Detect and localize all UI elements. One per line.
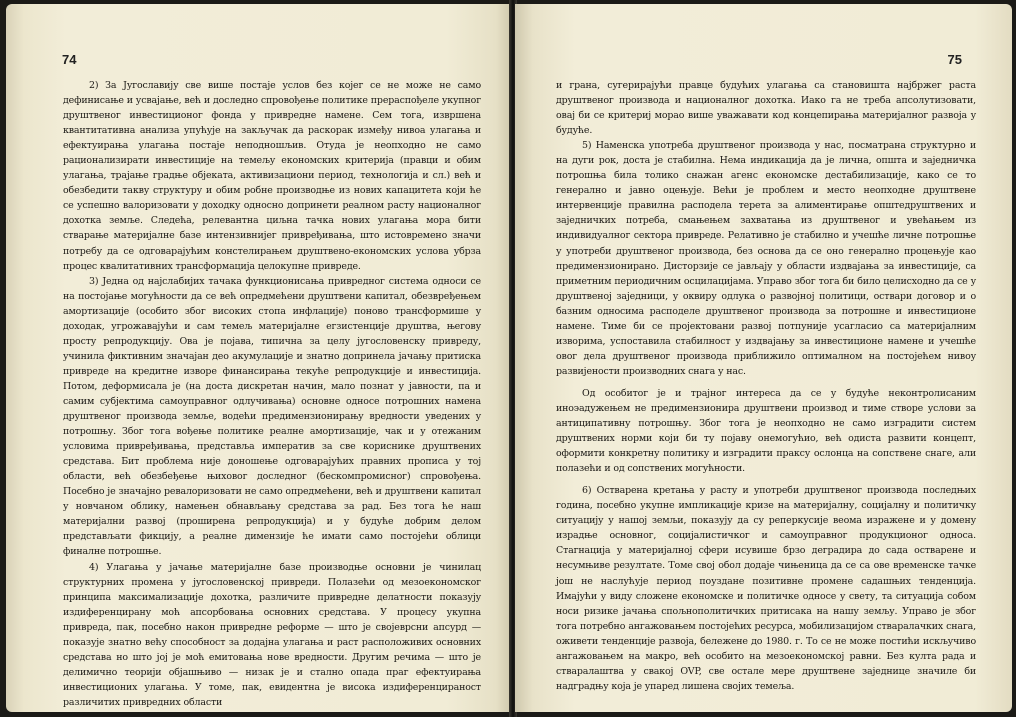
right-page <box>515 4 1012 712</box>
left-page-number: 74 <box>62 52 77 67</box>
left-page <box>6 4 511 712</box>
paragraph: 3) Једна од најслабијих тачака функционисања привредног система односи се на постојање могућности да се већ опредмећени друштвени капитал, обезвређењем амортизације (особито због високих стопа инфлације) поново трансформише у доходак, угрожавајући и сам темељ материјалне егзистенције друштва, његову просту репродукцију. Ова је појава, типична за целу југословенску привреду, учинила фиктивним значајан део акумулације и знатно допринела јачању притиска привреде на кредитне изворе финансирања текуће репродукције и инвестиција. Потом, деформисала је (на доста дискретан начин, мало познат у јавности, па и самим субјектима самоуправног одлучивања) основне односе потрошних намена друштвеног производа земље, водећи предимензионирању вредности уведених у потрошњу. Због тога вођење политике реалне амортизације, чак и у отежаним условима привређивања, представља императив за све кориснике друштвених средстава. Бит проблема није доношење одговарајућих правних прописа у тој области, већ обезбеђење њиховог доследног (бескомпромисног) спровођења. Посебно је значајно ревалоризовати не само опредмећени, већ и друштвени капитал у новчаном облику, намењен обнављању средстава за рад. Без тога ће наш материјални развој (проширена репродукција) и у будуће добрим делом представљати фикцију, а реалне димензије ће имати само постојећи облици финалне потрошње. <box>63 275 481 558</box>
left-page-text <box>63 78 481 710</box>
right-page-text <box>556 78 976 694</box>
paragraph: Од особитог је и трајног интереса да се у будуће неконтролисаним иноэадужењем не предимензионира друштвени производ и тиме створе услови за антиципативну потрошњу. Због тога је неопходно не само изградити систем друштвених норми који би ту појаву онемогућио, већ одиста развити концепт, оформити конкретну политику и изградити праксу ослонца на сопствене снаге, али полазећи и од сопствених могућности. <box>556 387 976 475</box>
paragraph: 5) Наменска употреба друштвеног производа у нас, посматрана структурно и на дуги рок, доста је стабилна. Нема индикација да је лична, општа и заједничка потрошња била толико снажан агенс економске дестабилизације, како се то генерално и јавно оцењује. Већи је проблем и место неопходне друштвене интервенције правилна расподела терета за алиментирање општедруштвених и заједничких потреба, смањењем захватања из друштвеног и увећањем из индивидуалног сектора привреде. Релативно је стабилно и учешће личне потрошње у употреби друштвеног производа, без основа да се оно генерално процењује као предимензионирано. Дисторзије се јављају у области издвајања за инвестиције, са приметним периодичним осцилацијама. Управо због тога би било целисходно да се у друштвеној заједници, у оквиру одлука о развојној политици, оствари договор и о базним односима расподеле друштвеног производа за потрошне и инвестиционе намене. Тиме би се пројектовани развој потпуније усагласио са материјалним изворима, успоставила стабилност у издвајању за инвестиционе намене и учешће овог дела друштвеног производа приближило оптималном на постојећем нивоу развијености производних снага у нас. <box>556 140 976 377</box>
right-page-number: 75 <box>947 52 962 67</box>
paragraph: 4) Улагања у јачање материјалне базе производње основни је чинилац структурних промена у југословенској привреди. Полазећи од мезоекономског принципа максимализације дохотка, различите привредне делатности показују издиференцирану моћ апсорбовања основних средстава. У процесу укупна привреда, пак, посебно након привредне реформе — што је својеврсни апсурд — показује знатно већу способност за додајна улагања и раст расположивих основних средстава но што јој је моћ емитовања нове вредности. Другим речима — што је делимично теорији објашњиво — низак је и стално опада праг ефектуирања инвестиционих улагања. У томе, пак, евидентна је висока издиференцираност различитих привредних области <box>63 561 481 708</box>
paragraph: 6) Остварена кретања у расту и употреби друштвеног производа последњих година, посебно укупне импликације кризе на материјалну, социјалну и политичку ситуацију у нашој земљи, показују да су реперкусије веома изражене и у домену израдње основног, социјалистичког и самоуправног продукционог односа. Стагнација у материјалној сфери исувише брзо деградира до сада остварене и несумњиве резултате. Томе свој обол додаје чињеница да се са ове временске тачке још не наслућује период поуздане позитивне промене садашњих тенденција. Имајући у виду сложене економске и политичке односе у свету, та ситуација собом носи ризике јачања спољнополитичких притисака на нашу земљу. Управо је због тога потребно ангажовањем постојећих ресурса, мобилизацијом стваралачких снага, оживети тенденције развоја, бележене до 1980. г. То се не може постићи искључиво ангажовањем на макро, већ особито на мезоекономској равни. Без култа рада и стваралаштва у свакој OVP, све остале мере друштвене заједнице значиле би надградњу која је упаред лишена својих темеља. <box>556 485 976 692</box>
paragraph: и грана, сугерирајући правце будућих улагања са становишта најбржег раста друштвеног производа и националног дохотка. Иако га не треба апсолутизовати, овај би се критериј морао више уважавати код концепирања материјалног развоја у будуће. <box>556 80 976 137</box>
paragraph: 2) За Југославију све више постаје услов без којег се не може не само дефинисање и усвајање, већ и доследно спровођење политике прераспођеле укупног друштвеног инвестиционог фонда у привредне намене. Сем тога, извршена квантитативна анализа упућује на закључак да раскорак између нивоа улагања и ефектуирања улагања постаје неподношљив. Отуда је неопходно не само рационализирати инвестиције на темељу економских критерија (правци и обим улагања, трајање градње објеката, активизациони период, технологија и сл.) већ и обезбедити такву структуру и обим робне производње из нових капацитета који ће се успешно валоризовати у доходку односно допринети реалном расту националног дохотка земље. Следећа, релевантна циљна тачка нових улагања мора бити стварање материјалне базе интензивнијег привређивања, што истовремено значи потребу да се одговарајућим констелирањем друштвено-економских услова убрза процес квалитативних трансформација целокупне привреде. <box>63 80 481 272</box>
